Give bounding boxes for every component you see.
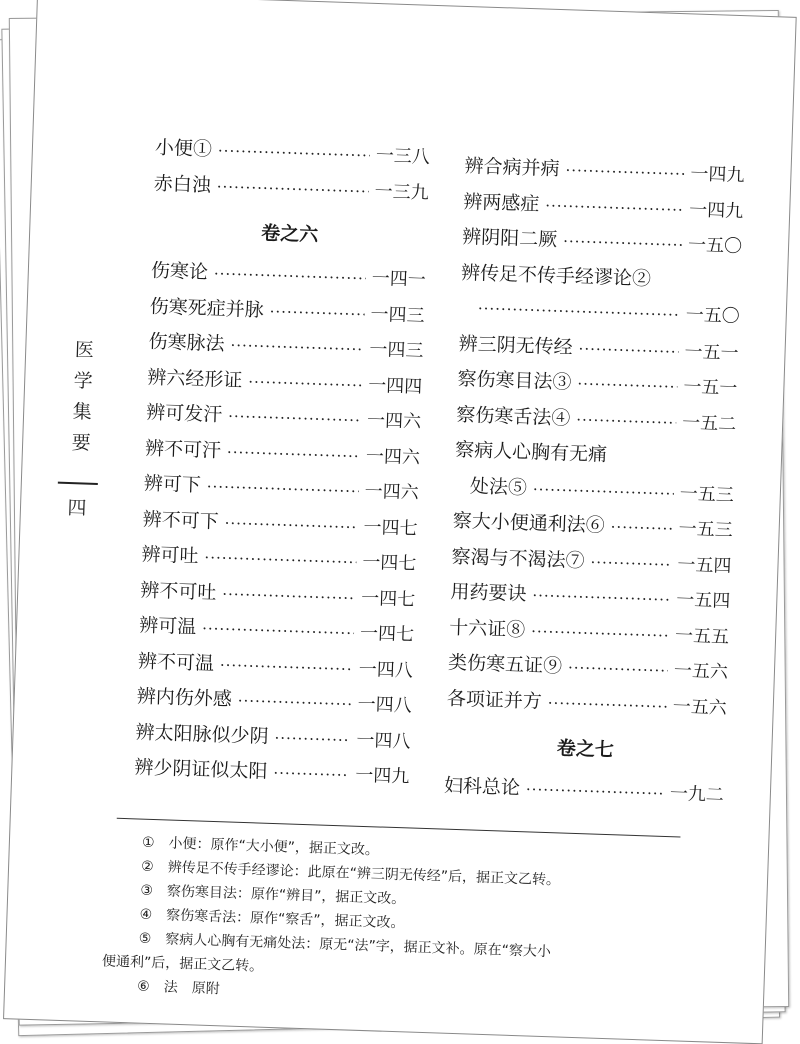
toc-entry: 处法⑤ ····· 一五三 <box>453 470 734 515</box>
toc-entry: 辨可吐 ····· 一四七 <box>141 539 417 584</box>
header-rule <box>58 482 98 485</box>
toc-entry: 察大小便通利法⑥ ····· 一五三 <box>452 506 733 551</box>
toc-entry: 辨可下 ····· 一四六 <box>143 468 419 513</box>
toc-left-column <box>134 133 431 797</box>
toc-entry: 辨内伤外感 ····· 一四八 <box>136 681 412 726</box>
footnote: ⑤ 察病人心胸有无痛处法：原无“法”字，据正文补。原在“察大小 <box>138 930 552 961</box>
toc-entry-continuation: ····· 一五〇 <box>459 293 740 338</box>
toc-entry: 用药要诀 ····· 一五四 <box>450 577 731 622</box>
toc-entry: 小便① ····· 一三八 <box>154 133 430 178</box>
volume-heading: 卷之七 <box>556 737 615 762</box>
toc-entry: 类伤寒五证⑨ ····· 一五六 <box>447 648 728 693</box>
toc-entry: 察病人心胸有无痛 <box>454 438 608 466</box>
book-title: 医学集要 <box>68 339 95 464</box>
toc-entry: 伤寒脉法 ····· 一四三 <box>148 327 424 372</box>
toc-entry: 辨传足不传手经谬论② <box>460 261 652 290</box>
volume-heading: 卷之六 <box>260 222 319 247</box>
toc-entry: 伤寒死症并脉 ····· 一四三 <box>149 291 425 336</box>
toc-entry: 辨不可下 ····· 一四七 <box>142 504 418 549</box>
toc-entry: 辨两感症 ····· 一四九 <box>463 186 744 231</box>
toc-right-column <box>443 151 745 815</box>
page-number: 四 <box>67 496 87 520</box>
toc-entry: 赤白浊 ····· 一三九 <box>153 168 429 213</box>
toc-entry: 辨不可吐 ····· 一四七 <box>140 575 416 620</box>
toc-entry: 察渴与不渴法⑦ ····· 一五四 <box>451 541 732 586</box>
footnote: ① 小便：原作“大小便”，据正文改。 <box>141 834 380 859</box>
toc-entry: 各项证并方 ····· 一五六 <box>446 683 727 728</box>
toc-entry: 辨可温 ····· 一四七 <box>138 610 414 655</box>
toc-page <box>3 0 797 1044</box>
toc-entry: 察伤寒目法③ ····· 一五一 <box>457 364 738 409</box>
toc-entry: 辨阴阳二厥 ····· 一五〇 <box>462 222 743 267</box>
toc-entry: 察伤寒舌法④ ····· 一五二 <box>456 399 737 444</box>
toc-entry: 辨太阳脉似少阴 ····· 一四八 <box>135 717 411 762</box>
toc-entry: 辨三阴无传经 ····· 一五一 <box>458 328 739 373</box>
toc-entry: 妇科总论 ····· 一九二 <box>443 771 724 816</box>
toc-entry: 辨不可温 ····· 一四八 <box>137 646 413 691</box>
toc-entry: 辨不可汗 ····· 一四六 <box>144 433 420 478</box>
toc-entry: 辨可发汗 ····· 一四六 <box>146 398 422 443</box>
footnote: ③ 察伤寒目法：原作“辨目”，据正文改。 <box>140 882 406 908</box>
footnotes <box>101 829 706 1017</box>
toc-entry: 伤寒论 ····· 一四一 <box>150 256 426 301</box>
footnote: ② 辨传足不传手经谬论：此原在“辨三阴无传经”后，据正文乙转。 <box>140 858 561 889</box>
footnote: ⑥ 法 原附 <box>136 978 220 998</box>
footnote: ④ 察伤寒舌法：原作“察舌”，据正文改。 <box>139 906 405 932</box>
toc-entry: 辨合病并病 ····· 一四九 <box>464 151 745 196</box>
toc-entry: 十六证⑧ ····· 一五五 <box>449 612 730 657</box>
running-header <box>54 339 104 526</box>
toc-entry: 辨六经形证 ····· 一四四 <box>147 362 423 407</box>
toc-entry: 辨少阴证似太阳 ····· 一四九 <box>134 752 410 797</box>
footnote-continuation: 便通利”后，据正文乙转。 <box>101 953 264 975</box>
